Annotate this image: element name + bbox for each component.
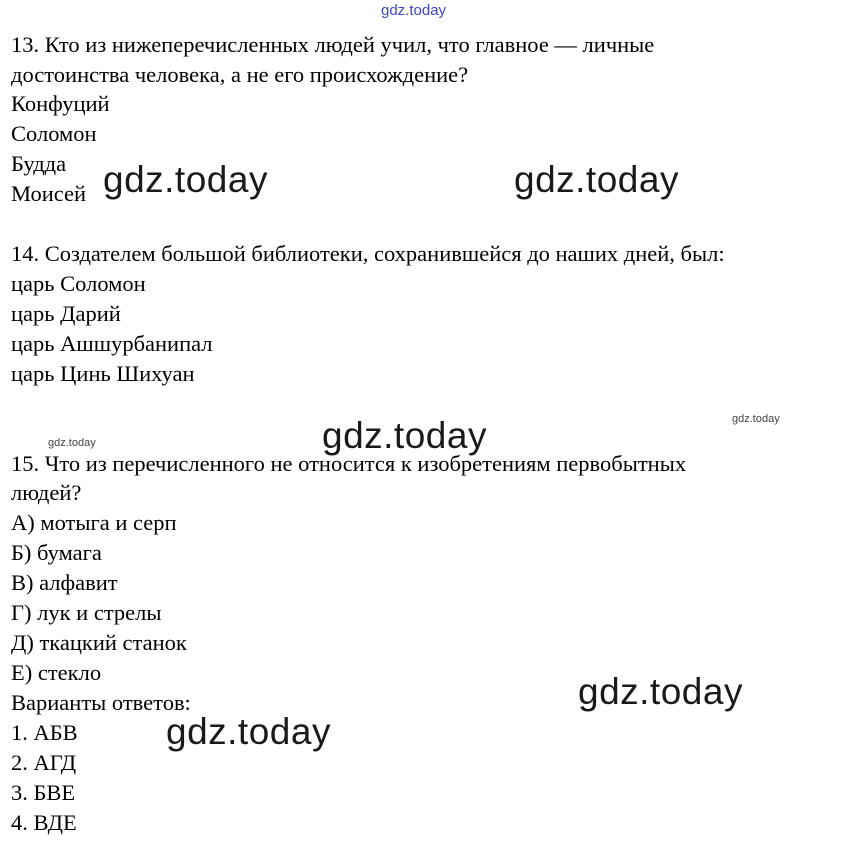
watermark-small-left: gdz.today	[48, 437, 96, 449]
q15-answers-label: Варианты ответов:	[11, 690, 191, 715]
q15-item-d: Д) ткацкий станок	[11, 630, 187, 655]
q15-item-g: Г) лук и стрелы	[11, 600, 162, 625]
q15-question-line-1: 15. Что из перечисленного не относится к изобретениям первобытных	[11, 451, 687, 476]
q15-answer-4: 4. ВДЕ	[11, 810, 77, 835]
q15-answer-1: 1. АБВ	[11, 720, 78, 745]
q15-question-line-2: людей?	[11, 480, 82, 505]
q15-item-a: А) мотыга и серп	[11, 510, 177, 535]
watermark-4: gdz.today	[578, 671, 743, 712]
watermark-1: gdz.today	[103, 159, 268, 200]
q13-question-line-1: 13. Кто из нижеперечисленных людей учил, что главное — личные	[11, 32, 655, 57]
q13-option-2: Соломон	[11, 121, 97, 146]
q13-option-4: Моисей	[11, 181, 87, 206]
q15-item-b: Б) бумага	[11, 540, 102, 565]
q14-option-2: царь Дарий	[11, 301, 121, 326]
q13-question-line-2: достоинства человека, а не его происхождение?	[11, 62, 469, 87]
q14-option-3: царь Ашшурбанипал	[11, 331, 213, 356]
watermark-small-right: gdz.today	[732, 413, 780, 425]
watermark-2: gdz.today	[514, 159, 679, 200]
q13-option-1: Конфуций	[11, 91, 110, 116]
q14-question-line-1: 14. Создателем большой библиотеки, сохранившейся до наших дней, был:	[11, 241, 725, 266]
q15-item-v: В) алфавит	[11, 570, 118, 595]
watermark-5: gdz.today	[166, 711, 331, 752]
q14-option-4: царь Цинь Шихуан	[11, 361, 195, 386]
q15-answer-3: 3. БВЕ	[11, 780, 76, 805]
q13-option-3: Будда	[11, 151, 67, 176]
q15-answer-2: 2. АГД	[11, 750, 77, 775]
watermark-3: gdz.today	[322, 415, 487, 456]
watermark-top: gdz.today	[381, 2, 447, 19]
q14-option-1: царь Соломон	[11, 271, 146, 296]
q15-item-e: Е) стекло	[11, 660, 102, 685]
